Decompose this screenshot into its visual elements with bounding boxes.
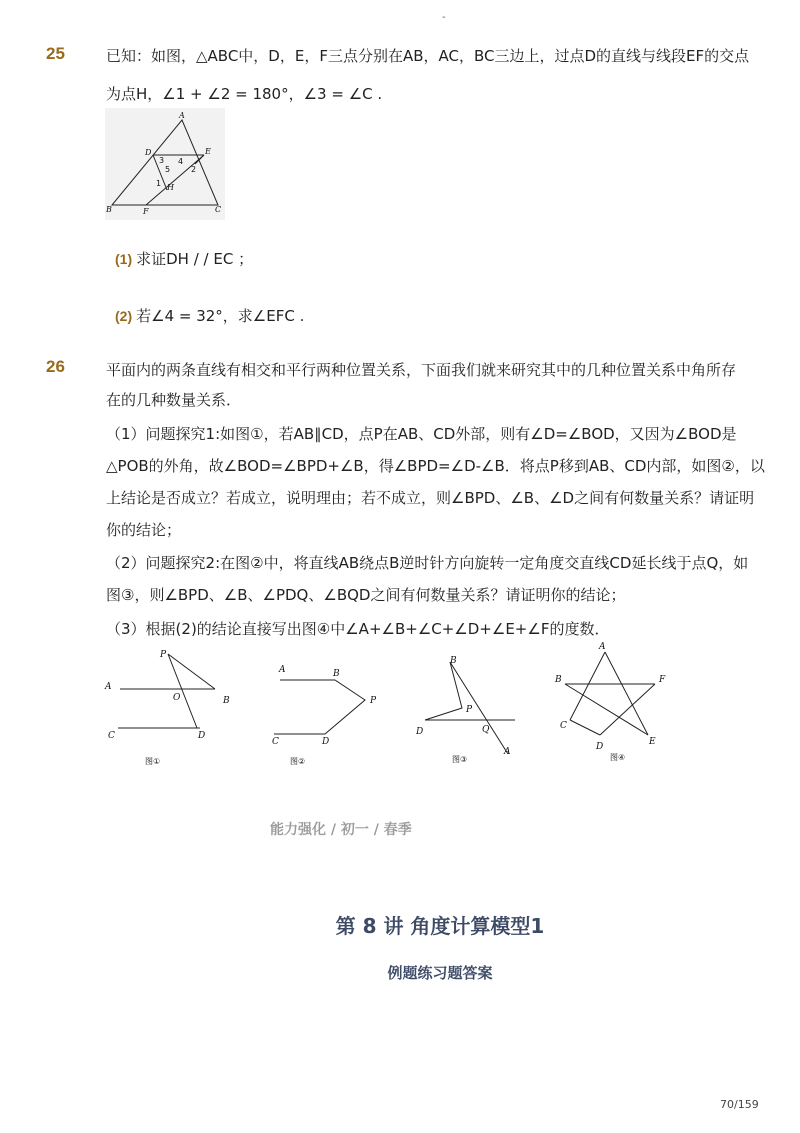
fig1-label-o: O: [173, 693, 181, 703]
q25-part1-number: (1): [115, 251, 133, 267]
q26-part1-line4: 你的结论；: [106, 521, 182, 539]
q26-intro-line1: 平面内的两条直线有相交和平行两种位置关系，下面我们就来研究其中的几种位置关系中角所存: [106, 361, 737, 379]
segment-e-arm: [195, 155, 204, 164]
fig4-caption: 图④: [610, 753, 626, 762]
fig3-label-b: B: [450, 656, 457, 666]
fig3-label-a: A: [504, 747, 511, 757]
label-b: B: [106, 205, 112, 214]
label-a: A: [179, 111, 185, 120]
fig1-label-p: P: [160, 650, 167, 660]
fig3-label-p: P: [466, 705, 473, 715]
label-h: H: [167, 183, 174, 192]
angle-label-4: 4: [178, 157, 184, 166]
q26-part2-line1: （2）问题探究2:在图②中，将直线AB绕点B逆时针方向旋转一定角度交直线CD延长线于点Q，如: [106, 554, 749, 572]
triangle-abc: [112, 120, 218, 205]
q25-part1-text: 求证DH / / EC ；: [136, 250, 254, 268]
fig2-label-d: D: [322, 737, 330, 747]
lecture-title: 第 8 讲 角度计算模型1: [335, 914, 545, 938]
q26-figures: [100, 640, 700, 770]
fig3-caption: 图③: [452, 755, 468, 764]
fig4-label-a: A: [599, 642, 606, 652]
figure-4: [554, 642, 666, 762]
label-c: C: [215, 205, 222, 214]
fig1-label-b: B: [223, 696, 230, 706]
page-number: 70/159: [720, 1098, 759, 1111]
label-e: E: [205, 147, 211, 156]
figure-2: [272, 665, 377, 766]
label-d: D: [145, 148, 152, 157]
footer-tag: 能力强化 / 初一 / 春季: [270, 822, 412, 838]
top-mark: -: [442, 12, 446, 23]
fig4-label-c: C: [560, 721, 567, 731]
q25-part2-text: 若∠4 = 32°，求∠EFC .: [136, 307, 305, 325]
fig1-caption: 图①: [145, 757, 161, 766]
fig2-label-b: B: [333, 669, 340, 679]
figure-3: [415, 656, 515, 764]
question-number-26: 26: [46, 357, 65, 376]
fig4-label-e: E: [649, 737, 656, 747]
question-number-25: 25: [46, 44, 65, 63]
fig4-label-f: F: [659, 675, 666, 685]
q26-part1-line1: （1）问题探究1:如图①，若AB∥CD，点P在AB、CD外部，则有∠D=∠BOD，又因为∠BOD是: [106, 425, 737, 443]
segment-ef: [146, 155, 204, 205]
fig1-label-c: C: [108, 731, 115, 741]
q26-part3-line1: （3）根据(2)的结论直接写出图④中∠A+∠B+∠C+∠D+∠E+∠F的度数．: [106, 620, 610, 638]
angle-label-5: 5: [165, 165, 171, 174]
fig2-caption: 图②: [290, 757, 306, 766]
fig2-label-c: C: [272, 737, 279, 747]
q25-part2-number: (2): [115, 308, 133, 324]
fig3-label-q: Q: [482, 725, 490, 735]
figure-1: [104, 650, 230, 766]
q26-part2-line2: 图③，则∠BPD、∠B、∠PDQ、∠BQD之间有何数量关系？请证明你的结论；: [106, 586, 626, 604]
q25-text-line2: 为点H，∠1 + ∠2 = 180°，∠3 = ∠C .: [106, 85, 383, 103]
fig3-label-d: D: [416, 727, 424, 737]
angle-label-1: 1: [156, 179, 162, 188]
q26-part1-line3: 上结论是否成立？若成立，说明理由；若不成立，则∠BPD、∠B、∠D之间有何数量关系？请证明: [106, 489, 755, 507]
label-f: F: [143, 207, 149, 216]
fig1-label-d: D: [198, 731, 206, 741]
q25-text-line1: 已知：如图，△ABC中，D，E，F三点分别在AB，AC，BC三边上，过点D的直线与线段EF的交点: [106, 47, 750, 65]
angle-label-2: 2: [191, 165, 197, 174]
q26-part1-line2: △POB的外角，故∠BOD=∠BPD+∠B，得∠BPD=∠D-∠B．将点P移到AB、CD内部，如图②，以: [106, 457, 765, 475]
q26-intro-line2: 在的几种数量关系．: [106, 391, 242, 409]
q25-part1: [115, 248, 253, 269]
answers-heading: 例题练习题答案: [387, 964, 493, 982]
fig2-label-p: P: [370, 696, 377, 706]
fig2-label-a: A: [279, 665, 286, 675]
fig4-label-b: B: [555, 675, 562, 685]
angle-label-3: 3: [159, 156, 165, 165]
fig1-label-a: A: [105, 682, 112, 692]
q25-part2: [115, 305, 304, 326]
q25-figure: [105, 108, 225, 220]
fig4-label-d: D: [596, 742, 604, 752]
